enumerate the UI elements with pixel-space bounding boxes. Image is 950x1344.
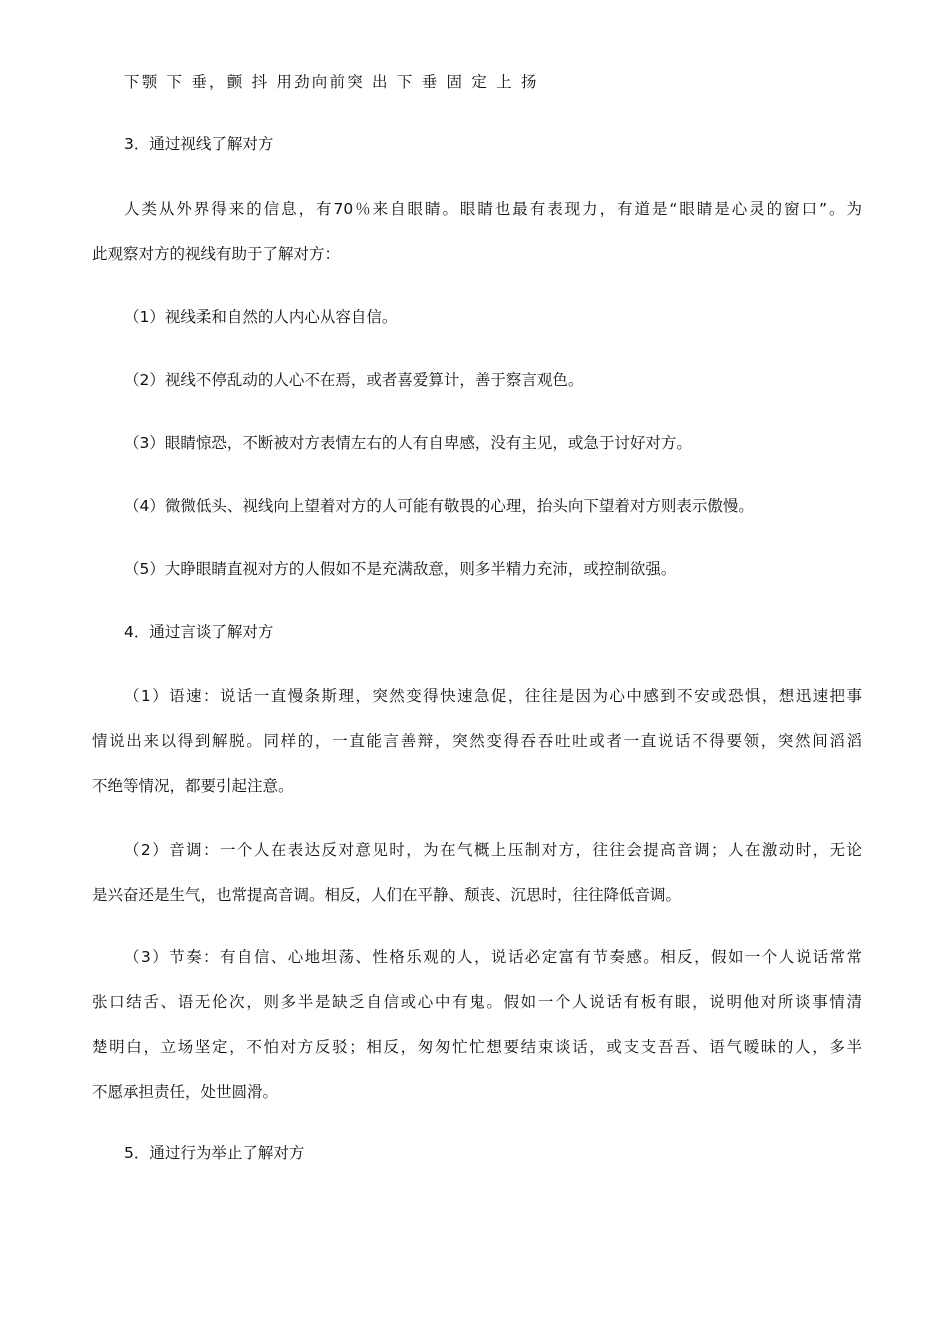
paragraph-line: 张口结舌、语无伦次，则多半是缺乏自信或心中有鬼。假如一个人说话有板有眼，说明他对所谈事情清: [92, 993, 862, 1011]
list-item-1: （1）视线柔和自然的人内心从容自信。: [124, 308, 398, 326]
section-heading-4: 4．通过言谈了解对方: [124, 623, 274, 641]
list-item-5: （5）大睁眼睛直视对方的人假如不是充满敌意，则多半精力充沛，或控制欲强。: [124, 560, 677, 578]
section-heading-3: 3．通过视线了解对方: [124, 135, 274, 153]
paragraph-line: 楚明白，立场坚定，不怕对方反驳；相反，匆匆忙忙想要结束谈话，或支支吾吾、语气暧昧的人，多半: [92, 1038, 862, 1056]
table-remnant-line: 下颚 下 垂，颤 抖 用劲向前突 出 下 垂 固 定 上 扬: [124, 73, 539, 91]
list-item-4: （4）微微低头、视线向上望着对方的人可能有敬畏的心理，抬头向下望着对方则表示傲慢。: [124, 497, 754, 515]
paragraph-line: 人类从外界得来的信息，有70％来自眼睛。眼睛也最有表现力，有道是“眼睛是心灵的窗口”。为: [124, 200, 862, 218]
paragraph-line: 情说出来以得到解脱。同样的，一直能言善辩，突然变得吞吞吐吐或者一直说话不得要领，突然间滔滔: [92, 732, 862, 750]
paragraph-line: 不愿承担责任，处世圆滑。: [92, 1083, 279, 1101]
section-heading-5: 5．通过行为举止了解对方: [124, 1144, 305, 1162]
paragraph-line: 此观察对方的视线有助于了解对方：: [92, 245, 341, 263]
list-item-2: （2）视线不停乱动的人心不在焉，或者喜爱算计，善于察言观色。: [124, 371, 584, 389]
paragraph-line: （2）音调：一个人在表达反对意见时，为在气概上压制对方，往往会提高音调；人在激动时，无论: [124, 841, 862, 859]
paragraph-line: （1）语速：说话一直慢条斯理，突然变得快速急促，往往是因为心中感到不安或恐惧，想迅速把事: [124, 687, 862, 705]
paragraph-line: （3）节奏：有自信、心地坦荡、性格乐观的人，说话必定富有节奏感。相反，假如一个人说话常常: [124, 948, 862, 966]
paragraph-line: 是兴奋还是生气，也常提高音调。相反，人们在平静、颓丧、沉思时，往往降低音调。: [92, 886, 682, 904]
list-item-3: （3）眼睛惊恐，不断被对方表情左右的人有自卑感，没有主见，或急于讨好对方。: [124, 434, 692, 452]
paragraph-line: 不绝等情况，都要引起注意。: [92, 777, 294, 795]
